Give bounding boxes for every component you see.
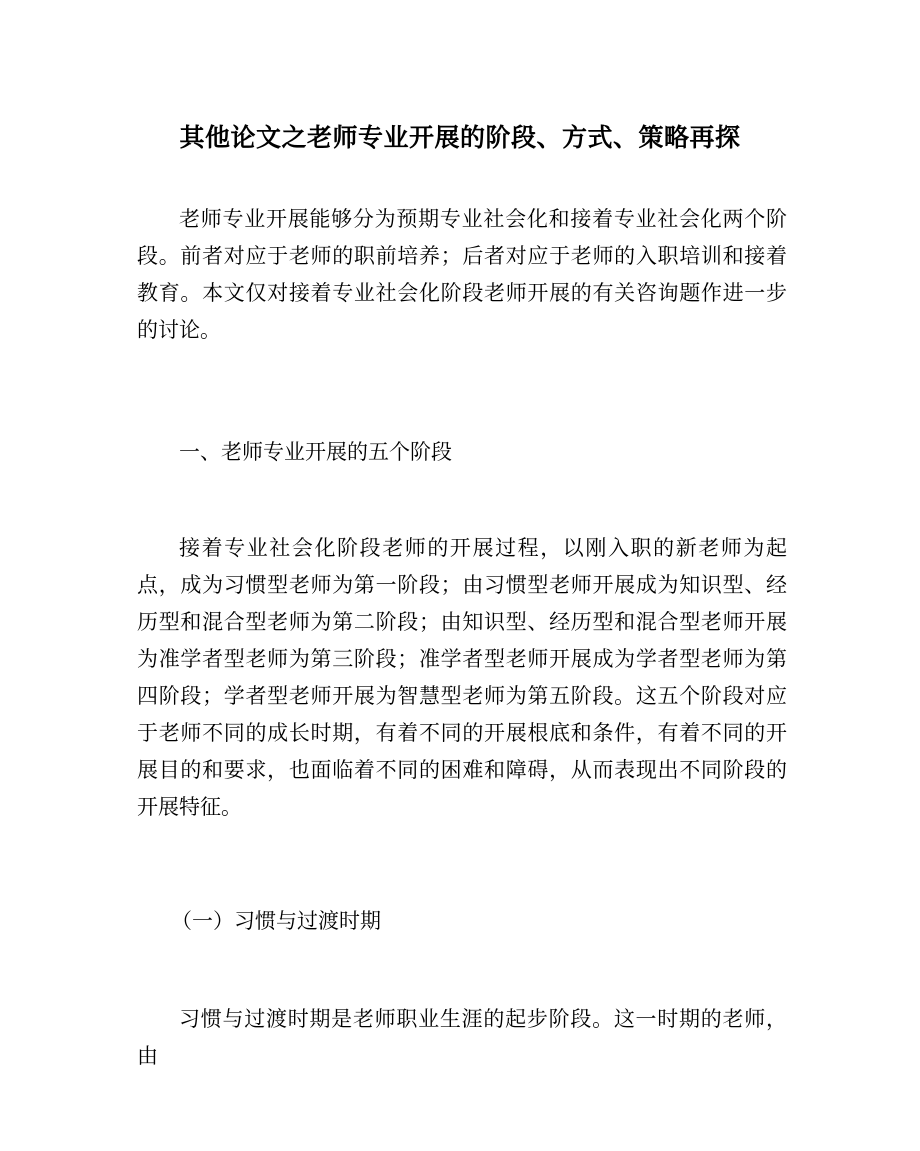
intro-paragraph: 老师专业开展能够分为预期专业社会化和接着专业社会化两个阶段。前者对应于老师的职前培养；后者对应于老师的入职培训和接着教育。本文仅对接着专业社会化阶段老师开展的有关咨询题作进一步的讨论。 [137, 207, 787, 342]
body-paragraph: 习惯与过渡时期是老师职业生涯的起步阶段。这一时期的老师，由 [137, 1007, 787, 1068]
body-paragraph: 接着专业社会化阶段老师的开展过程，以刚入职的新老师为起点，成为习惯型老师为第一阶段；由习惯型老师开展成为知识型、经历型和混合型老师为第二阶段；由知识型、经历型和混合型老师开展为准学者型老师为第三阶段；准学者型老师开展成为学者型老师为第四阶段；学者型老师开展为智慧型老师为第五阶段。这五个阶段对应于老师不同的成长时期，有着不同的开展根底和条件，有着不同的开展目的和要求，也面临着不同的困难和障碍，从而表现出不同阶段的开展特征。 [137, 536, 787, 819]
subsection-heading: （一）习惯与过渡时期 [171, 909, 381, 933]
section-heading: 一、老师专业开展的五个阶段 [179, 440, 452, 464]
document-title: 其他论文之老师专业开展的阶段、方式、策略再探 [179, 123, 741, 152]
